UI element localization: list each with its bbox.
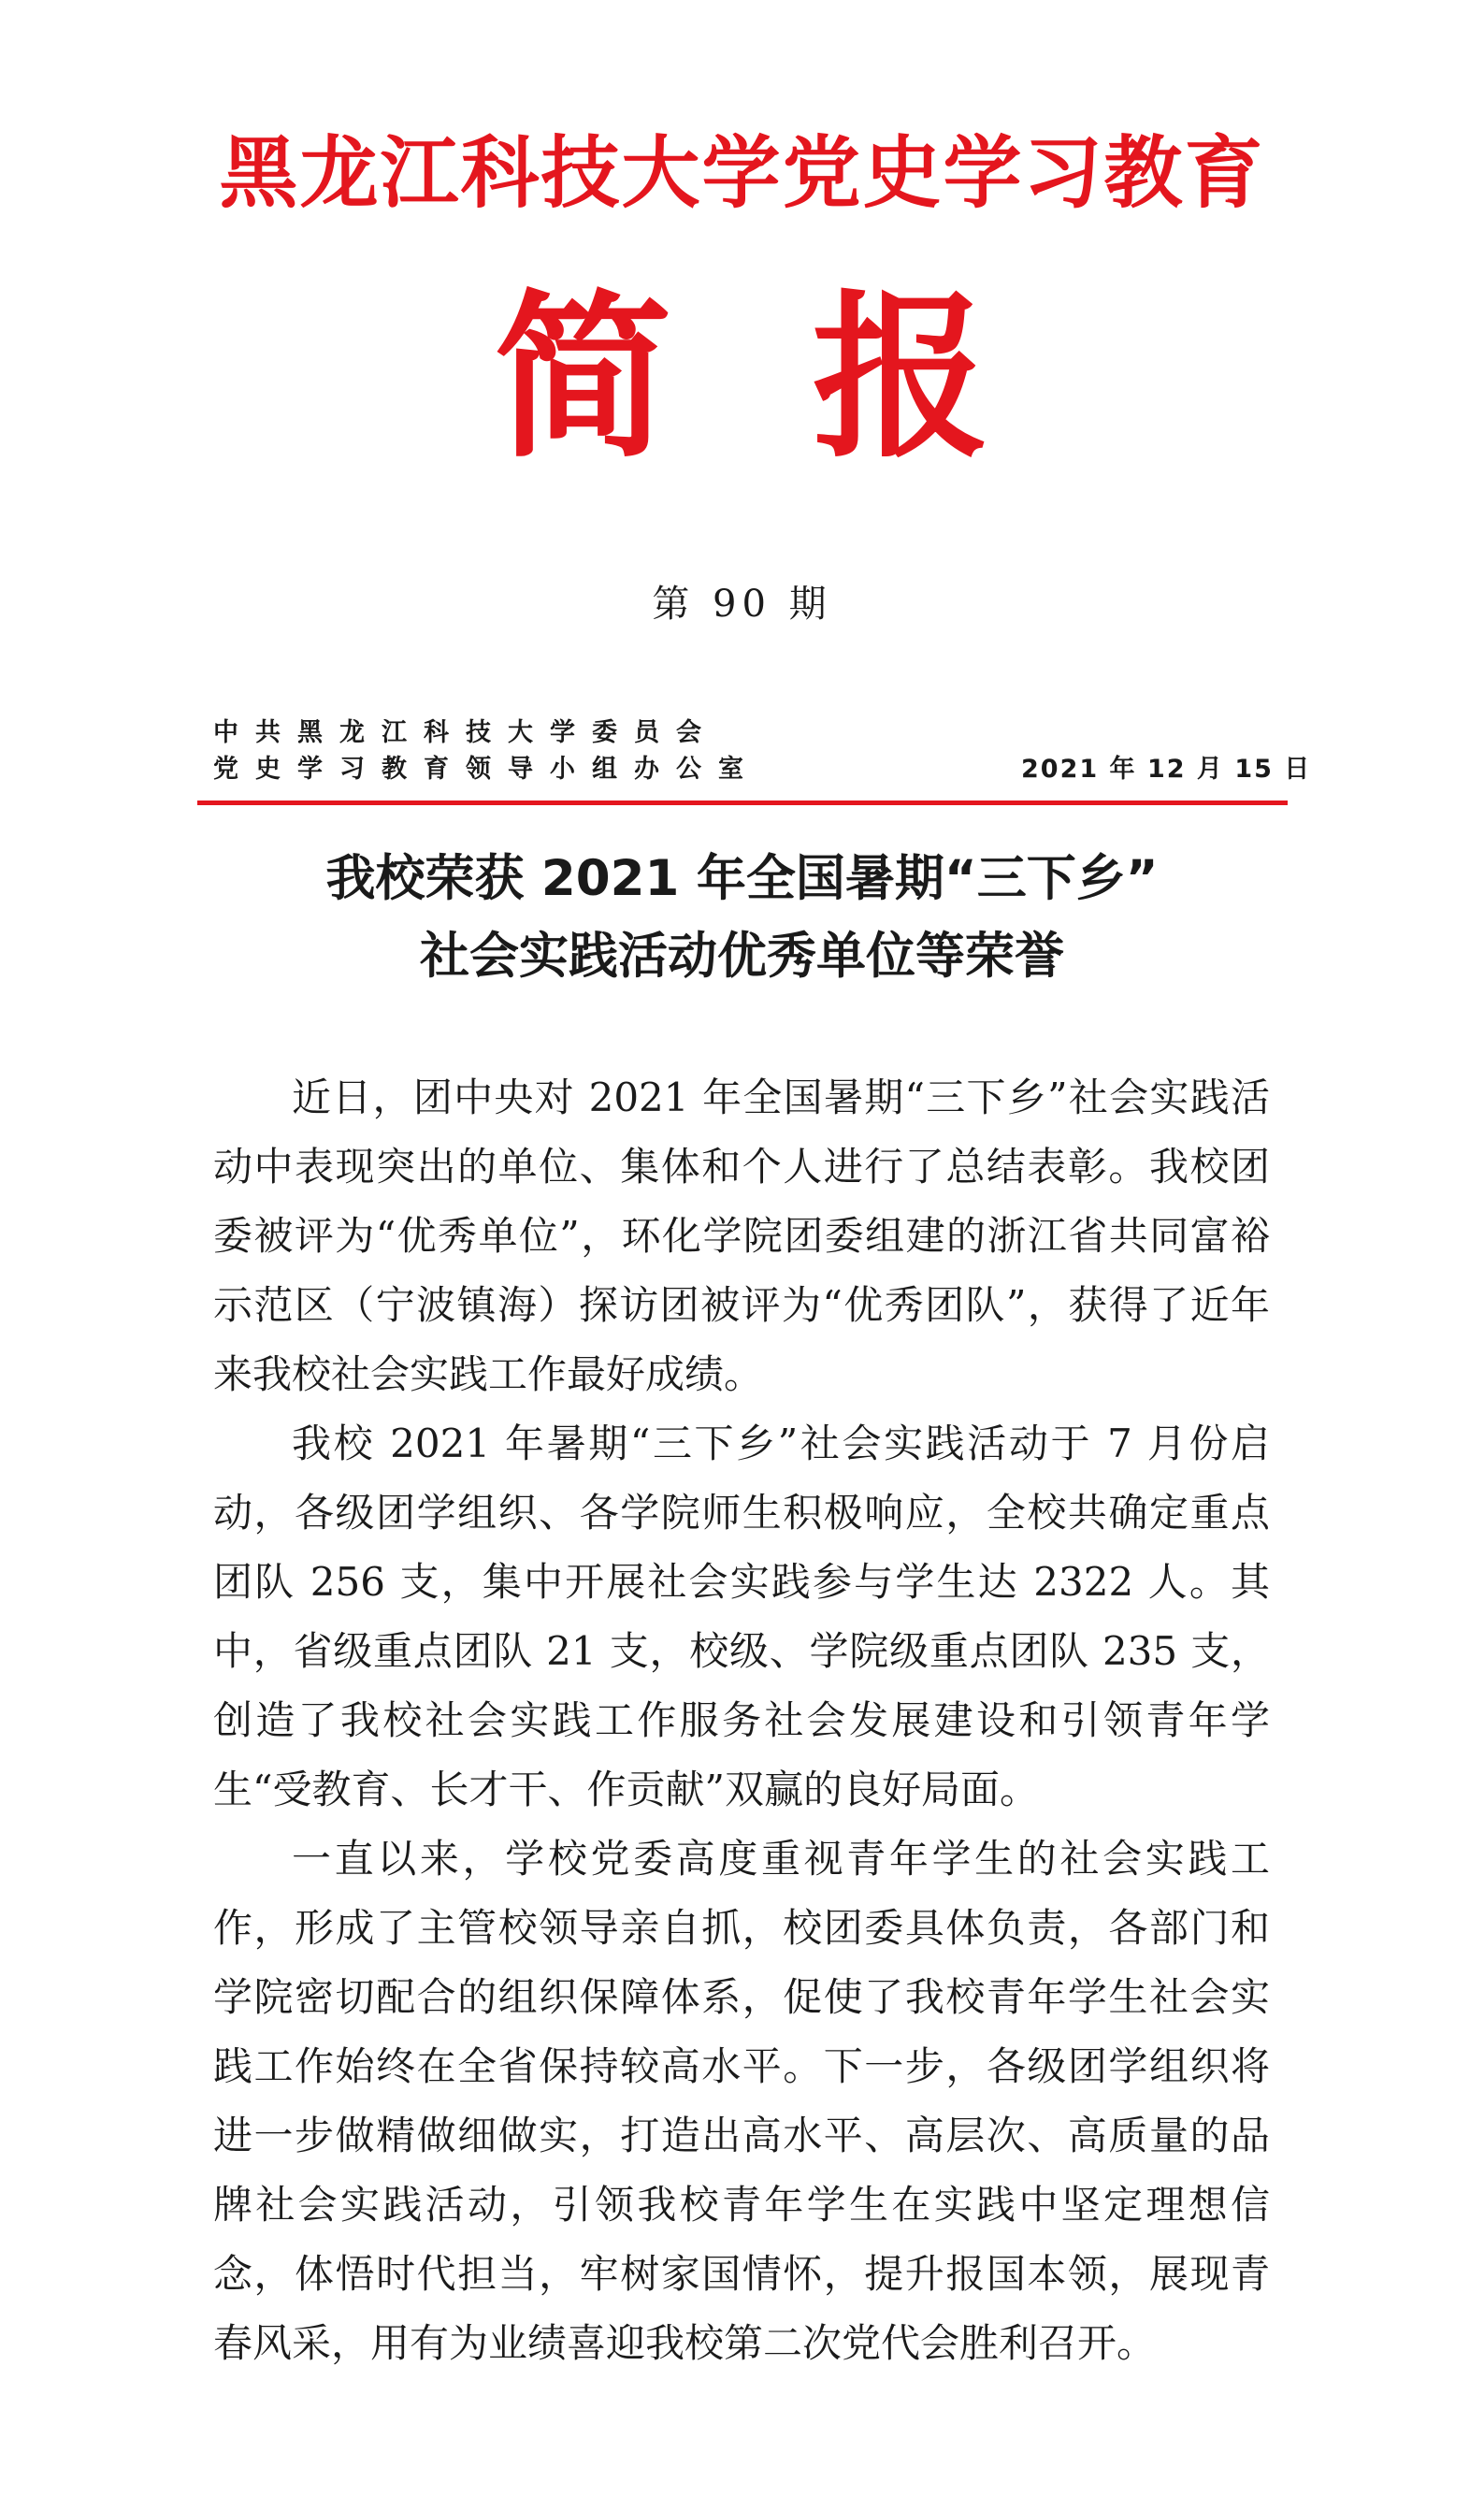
bulletin-title-char-1: 简 — [494, 275, 672, 482]
article-paragraph-3: 一直以来，学校党委高度重视青年学生的社会实践工作，形成了主管校领导亲自抓，校团委具体负责，各部门和学院密切配合的组织保障体系，促使了我校青年学生社会实践工作始终在全省保持较高水平。下一步，各级团学组织将进一步做精做细做实，打造出高水平、高层次、高质量的品牌社会实践活动，引领我校青年学生在实践中坚定理想信念，体悟时代担当，牢树家国情怀，提升报国本领，展现青春风采，用有为业绩喜迎我校第二次党代会胜利召开。 — [213, 1836, 1270, 2366]
issuer-line-2: 党史学习教育领导小组办公室 — [213, 755, 760, 784]
article-paragraph-1: 近日，团中央对 2021 年全国暑期“三下乡”社会实践活动中表现突出的单位、集体和个人进行了总结表彰。我校团委被评为“优秀单位”，环化学院团委组建的浙江省共同富裕示范区（宁波镇海）探访团被评为“优秀团队”，获得了近年来我校社会实践工作最好成绩。 — [213, 1075, 1270, 1397]
article-title-line-1: 我校荣获 2021 年全国暑期“三下乡” — [325, 850, 1159, 907]
issuer-line-1: 中共黑龙江科技大学委员会 — [213, 718, 718, 747]
article-paragraph-2: 我校 2021 年暑期“三下乡”社会实践活动于 7 月份启动，各级团学组织、各学院师生积极响应，全校共确定重点团队 256 支，集中开展社会实践参与学生达 2322 人。其中，省级重点团队 21 支，校级、学院级重点团队 235 支，创造了我校社会实践工作服务社会发展建设和引领青年学生“受教育、长才干、作贡献”双赢的良好局面。 — [213, 1421, 1270, 1812]
article-body — [213, 1063, 1270, 2378]
article-title-line-2: 社会实践活动优秀单位等荣誉 — [420, 928, 1064, 985]
issue-date: 2021 年 12 月 15 日 — [1021, 755, 1312, 784]
bulletin-title — [0, 275, 1484, 482]
red-divider — [197, 801, 1288, 805]
organization-title: 黑龙江科技大学党史学习教育 — [219, 127, 1265, 219]
issue-number: 第 90 期 — [652, 583, 832, 626]
bulletin-title-char-2: 报 — [812, 275, 990, 482]
